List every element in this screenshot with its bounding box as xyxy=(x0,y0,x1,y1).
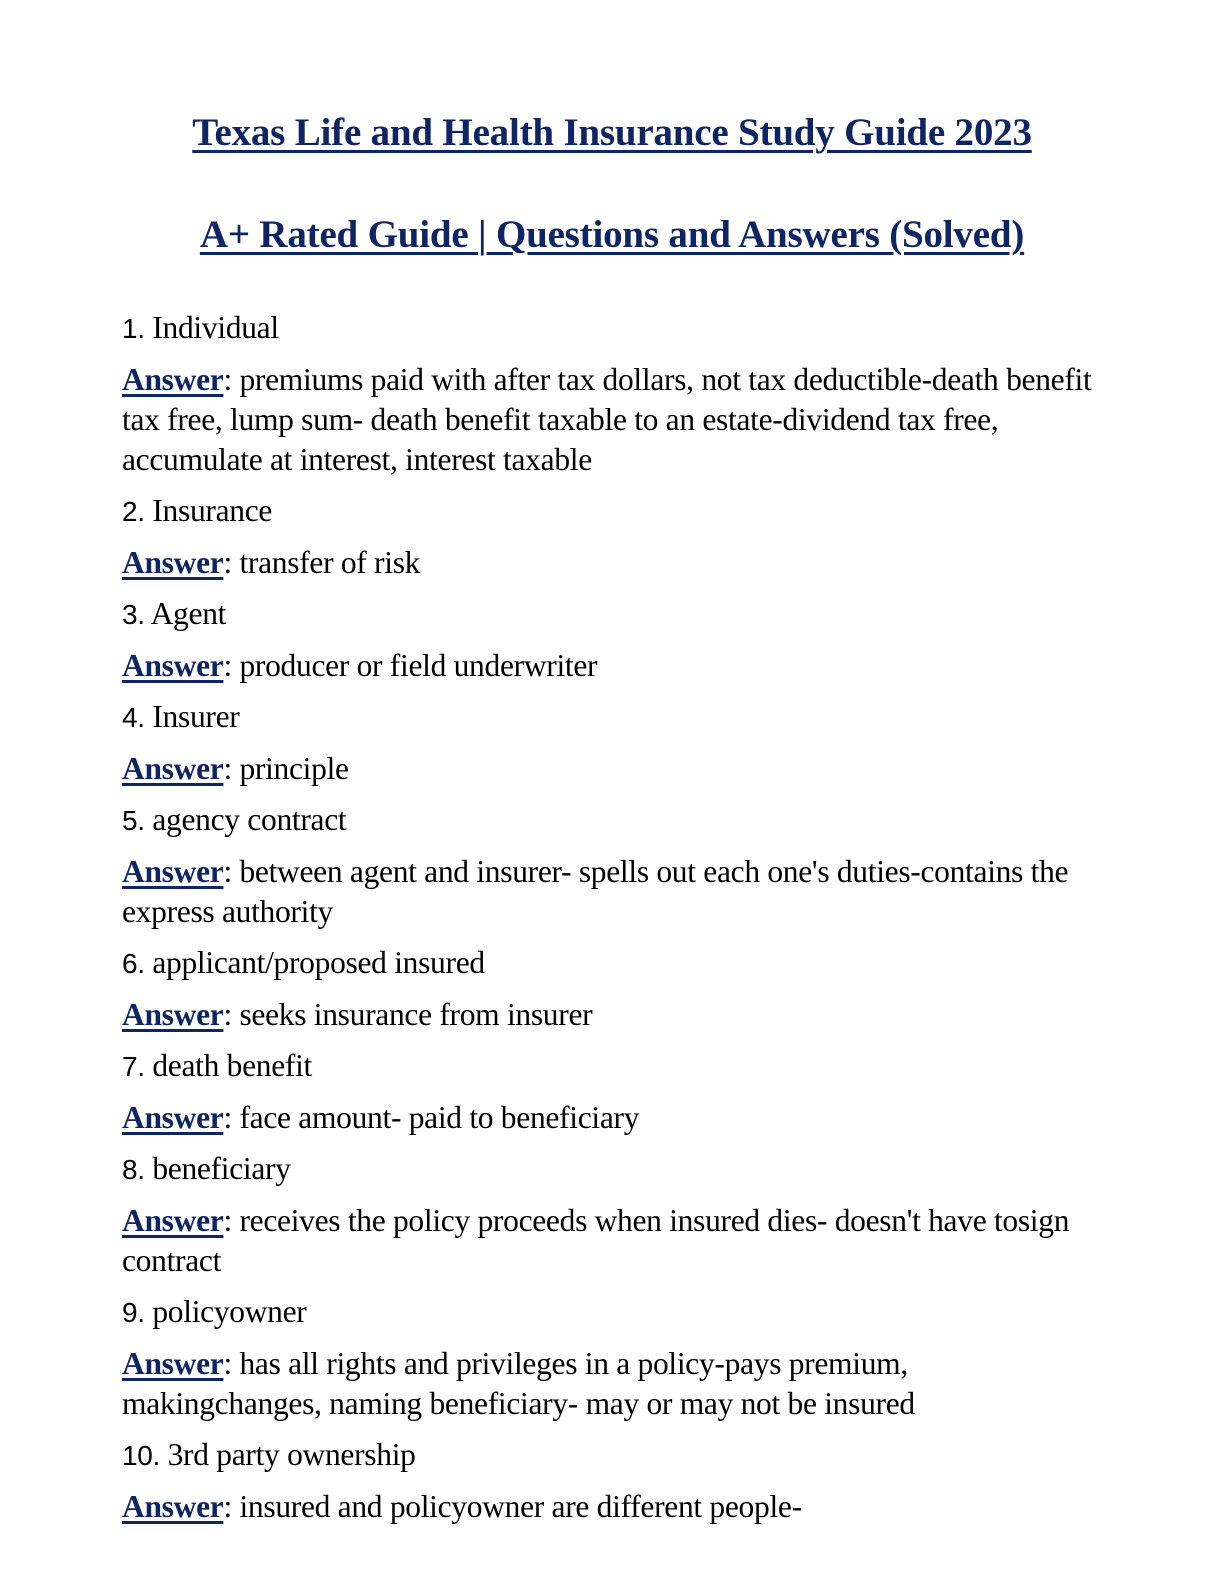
answer-item xyxy=(122,360,1102,480)
answer-item xyxy=(122,646,1102,686)
answer-label: Answer xyxy=(122,751,224,786)
answer-text: : receives the policy proceeds when insured dies- doesn't have tosign contract xyxy=(122,1203,1070,1278)
answer-item xyxy=(122,1098,1102,1138)
question-item xyxy=(122,943,1102,984)
question-text: applicant/proposed insured xyxy=(152,945,485,980)
answer-label: Answer xyxy=(122,1489,224,1524)
question-number: 9. xyxy=(122,1297,145,1328)
answer-label: Answer xyxy=(122,648,224,683)
answer-text: : between agent and insurer- spells out each one's duties-contains the express authority xyxy=(122,854,1069,929)
answer-text: : producer or field underwriter xyxy=(223,648,598,683)
answer-item xyxy=(122,995,1102,1035)
answer-text: : insured and policyowner are different people- xyxy=(223,1489,802,1524)
answer-item xyxy=(122,749,1102,789)
question-item xyxy=(122,1292,1102,1333)
answer-text: : face amount- paid to beneficiary xyxy=(223,1100,640,1135)
answer-item xyxy=(122,543,1102,583)
question-text: death benefit xyxy=(152,1048,312,1083)
answer-label: Answer xyxy=(122,1346,224,1381)
question-item xyxy=(122,1435,1102,1476)
question-number: 8. xyxy=(122,1154,145,1185)
answer-text: : has all rights and privileges in a policy-pays premium, makingchanges, naming beneficiary- may or may not be insured xyxy=(122,1346,915,1421)
answer-label: Answer xyxy=(122,1100,224,1135)
question-text: beneficiary xyxy=(152,1151,291,1186)
qa-list xyxy=(122,308,1102,1538)
answer-text: : seeks insurance from insurer xyxy=(223,997,593,1032)
question-text: agency contract xyxy=(152,802,347,837)
answer-label: Answer xyxy=(122,362,224,397)
answer-label: Answer xyxy=(122,997,224,1032)
question-text: 3rd party ownership xyxy=(167,1437,416,1472)
answer-item xyxy=(122,852,1102,932)
question-text: Individual xyxy=(152,310,279,345)
question-item xyxy=(122,697,1102,738)
question-number: 3. xyxy=(122,599,145,630)
question-item xyxy=(122,1046,1102,1087)
question-text: Insurance xyxy=(152,493,273,528)
question-number: 10. xyxy=(122,1440,161,1471)
answer-item xyxy=(122,1344,1102,1424)
answer-text: : transfer of risk xyxy=(223,545,421,580)
question-item xyxy=(122,308,1102,349)
answer-label: Answer xyxy=(122,1203,224,1238)
question-number: 6. xyxy=(122,948,145,979)
question-text: Agent xyxy=(150,596,227,631)
answer-label: Answer xyxy=(122,854,224,889)
question-item xyxy=(122,491,1102,532)
question-number: 5. xyxy=(122,805,145,836)
question-number: 2. xyxy=(122,496,145,527)
question-number: 1. xyxy=(122,313,145,344)
answer-label: Answer xyxy=(122,545,224,580)
question-text: Insurer xyxy=(152,699,240,734)
answer-text: : principle xyxy=(223,751,349,786)
question-text: policyowner xyxy=(152,1294,307,1329)
answer-text: : premiums paid with after tax dollars, not tax deductible-death benefit tax free, lump sum- death benefit taxable to an estate-dividend tax free, accumulate at interest, interest taxable xyxy=(122,362,1092,477)
question-item xyxy=(122,1149,1102,1190)
question-number: 7. xyxy=(122,1051,145,1082)
document-title: Texas Life and Health Insurance Study Guide 2023 xyxy=(192,111,1032,154)
answer-item xyxy=(122,1201,1102,1281)
document-subtitle: A+ Rated Guide | Questions and Answers (Solved) xyxy=(199,213,1025,256)
question-item xyxy=(122,800,1102,841)
question-item xyxy=(122,594,1102,635)
answer-item xyxy=(122,1487,1102,1527)
question-number: 4. xyxy=(122,702,145,733)
